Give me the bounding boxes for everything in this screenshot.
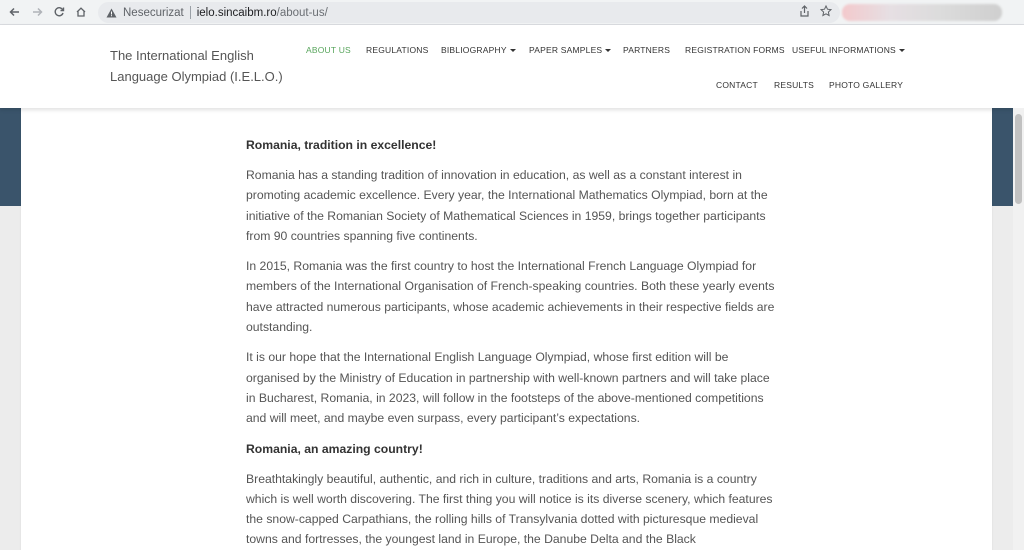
nav-useful-informations[interactable]: USEFUL INFORMATIONS xyxy=(792,45,905,55)
profile-avatar[interactable] xyxy=(842,4,1002,21)
scrollbar-thumb[interactable] xyxy=(1015,114,1022,204)
address-bar[interactable] xyxy=(98,2,840,23)
url-path: /about-us/ xyxy=(276,6,328,19)
browser-toolbar xyxy=(0,0,1024,25)
bookmark-star-icon[interactable] xyxy=(820,5,832,20)
chevron-down-icon xyxy=(605,49,611,52)
nav-photo-gallery[interactable]: PHOTO GALLERY xyxy=(829,80,904,90)
nav-regulations[interactable]: REGULATIONS xyxy=(366,45,429,55)
home-icon[interactable] xyxy=(70,1,92,23)
reload-icon[interactable] xyxy=(48,1,70,23)
page-scrollbar[interactable] xyxy=(1013,108,1024,550)
nav-bibliography[interactable]: BIBLIOGRAPHY xyxy=(441,45,516,55)
divider xyxy=(190,6,191,19)
section-heading: Romania, tradition in excellence! xyxy=(246,138,437,152)
article-content xyxy=(246,135,776,550)
warning-icon[interactable] xyxy=(106,7,118,19)
nav-contact[interactable]: CONTACT xyxy=(716,80,758,90)
paragraph: Romania has a standing tradition of innovation in education, as well as a constant interest in promoting academic excellence. Every year, the International Mathematics Olympiad, born at the initiative of the Romanian Society of Mathematical Sciences in 1959, brings together participants from 90 countries spanning five continents. xyxy=(246,168,768,243)
paragraph: In 2015, Romania was the first country to host the International French Language Olympiad for members of the International Organisation of French-speaking countries. Both these yearly events have attracted numerous participants, whose academic achievements in their respective fields are outstanding. xyxy=(246,259,775,335)
nav-registration-forms[interactable]: REGISTRATION FORMS xyxy=(685,45,785,55)
share-icon[interactable] xyxy=(799,5,810,20)
chevron-down-icon xyxy=(899,49,905,52)
site-header xyxy=(0,25,1024,108)
url-host: ielo.sincaibm.ro xyxy=(196,6,277,19)
security-label[interactable]: Nesecurizat xyxy=(123,6,184,19)
paragraph: Breathtakingly beautiful, authentic, and rich in culture, traditions and arts, Romania is a country which is well worth discovering. The first thing you will notice is its diverse scenery, which features the snow-capped Carpathians, the rolling hills of Transylvania dotted with picturesque medieval towns and fortresses, the youngest land in Europe, the Danube Delta and the Black xyxy=(246,471,773,547)
nav-paper-samples[interactable]: PAPER SAMPLES xyxy=(529,45,611,55)
web-page xyxy=(0,25,1024,550)
nav-partners[interactable]: PARTNERS xyxy=(623,45,671,55)
back-icon[interactable] xyxy=(4,1,26,23)
nav-results[interactable]: RESULTS xyxy=(774,80,814,90)
paragraph: It is our hope that the International English Language Olympiad, whose first edition will be organised by the Ministry of Education in partnership with well-known partners and will take place in Bucharest, Romania, in 2023, will follow in the footsteps of the above-mentioned competitions and will meet, and maybe even surpass, every participant’s expectations. xyxy=(246,350,770,426)
nav-about-us[interactable]: ABOUT US xyxy=(306,45,351,55)
section-heading: Romania, an amazing country! xyxy=(246,441,423,456)
site-title[interactable]: The International English Language Olympiad (I.E.L.O.) xyxy=(110,48,283,84)
chevron-down-icon xyxy=(510,49,516,52)
forward-icon[interactable] xyxy=(26,1,48,23)
